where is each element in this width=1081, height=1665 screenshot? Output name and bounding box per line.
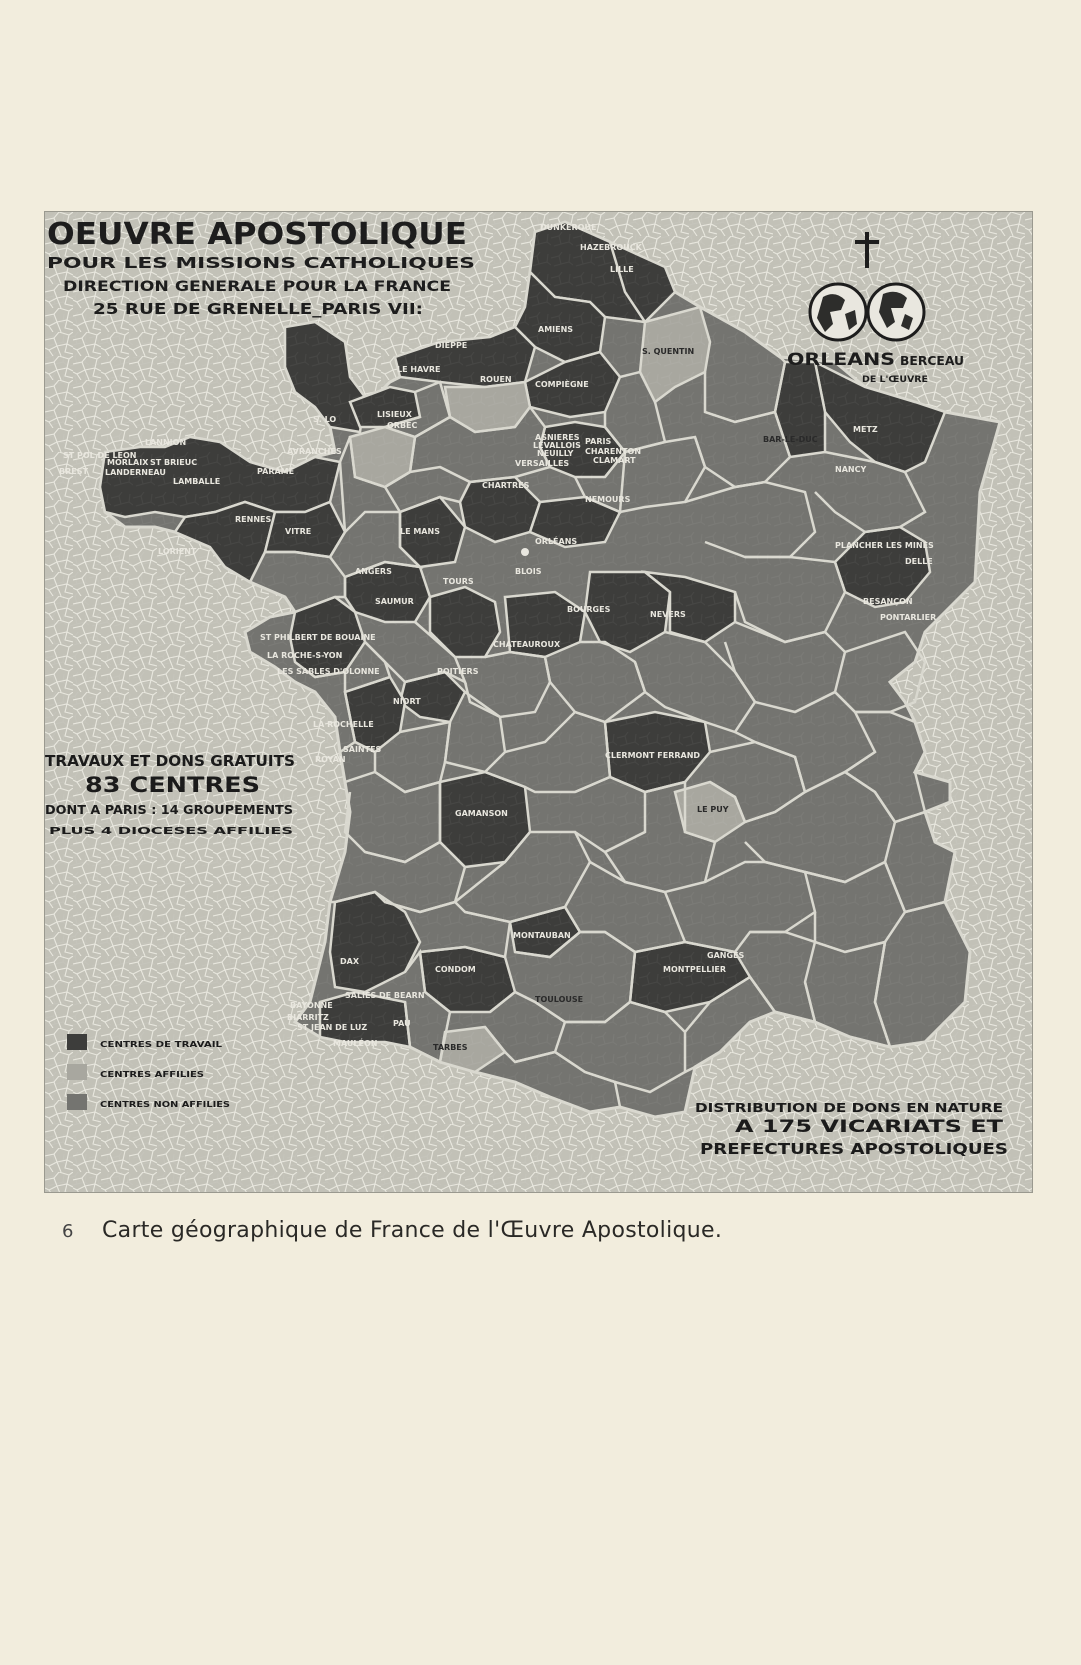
- city-label: POITIERS: [437, 667, 479, 676]
- caption-text: Carte géographique de France de l'Œuvre Apostolique.: [102, 1218, 723, 1243]
- city-label: LES SABLES D'OLONNE: [277, 667, 380, 676]
- city-label: ROYAN: [315, 755, 346, 764]
- city-label: ORLÉANS: [535, 537, 578, 546]
- city-label: ORBEC: [387, 421, 418, 430]
- city-label: RENNES: [235, 515, 272, 524]
- city-label: ST PHILBERT DE BOUAINE: [260, 633, 376, 642]
- city-label: NANCY: [835, 465, 867, 474]
- city-label: MORLAIX: [107, 458, 149, 467]
- legend-label-non-affilies: CENTRES NON AFFILIES: [100, 1100, 231, 1109]
- caption-number: 6: [62, 1221, 74, 1242]
- city-label: LEVALLOIS: [533, 441, 581, 450]
- city-label: METZ: [853, 425, 878, 434]
- city-label: LILLE: [610, 265, 634, 274]
- city-label: TARBES: [433, 1043, 468, 1052]
- city-label: CLAMART: [593, 456, 636, 465]
- city-label: LE MANS: [400, 527, 440, 536]
- orleans-marker: [521, 548, 529, 556]
- legend-swatch-non-affilies: [67, 1094, 87, 1110]
- distribution-line-3: PREFECTURES APOSTOLIQUES: [700, 1140, 1008, 1158]
- travaux-line-1: TRAVAUX ET DONS GRATUITS: [45, 752, 295, 770]
- city-label: TOULOUSE: [535, 995, 584, 1004]
- city-label: ST BRIEUC: [150, 458, 198, 467]
- city-label: DAX: [340, 957, 359, 966]
- city-label: VITRE: [285, 527, 312, 536]
- city-label: ST POL DE LEON: [63, 451, 137, 460]
- city-label: DELLE: [905, 557, 933, 566]
- city-label: LA ROCHELLE: [313, 720, 374, 729]
- city-label: COMPIÈGNE: [535, 380, 589, 389]
- city-label: ROUEN: [480, 375, 512, 384]
- map-subtitle-2: DIRECTION GENERALE POUR LA FRANCE: [63, 279, 451, 295]
- city-label: SAUMUR: [375, 597, 414, 606]
- city-label: LA ROCHE-S-YON: [267, 651, 343, 660]
- city-label: S. LO: [313, 415, 337, 424]
- city-label: ST JEAN DE LUZ: [297, 1023, 368, 1032]
- city-label: CHARTRES: [482, 481, 530, 490]
- city-label: BOURGES: [567, 605, 611, 614]
- city-label: PARAMÉ: [257, 467, 295, 476]
- city-label: MONTPELLIER: [663, 965, 727, 974]
- city-label: CLERMONT FERRAND: [605, 751, 701, 760]
- legend-swatch-travail: [67, 1034, 87, 1050]
- city-label: NIORT: [393, 697, 421, 706]
- city-label: PONTARLIER: [880, 613, 937, 622]
- city-label: LANDERNEAU: [105, 468, 166, 477]
- legend-label-travail: CENTRES DE TRAVAIL: [100, 1040, 222, 1049]
- travaux-line-2: 83 CENTRES: [85, 773, 260, 797]
- city-label: BREST: [59, 467, 88, 476]
- map-plate: [45, 212, 1032, 1192]
- city-label: LORIENT: [158, 547, 197, 556]
- city-label: NEVERS: [650, 610, 686, 619]
- city-label: HAZEBROUCK: [580, 243, 642, 252]
- legend-swatch-affilies: [67, 1064, 87, 1080]
- orleans-label: ORLEANS: [787, 350, 895, 370]
- globe-icon: [868, 284, 924, 340]
- orleans-sub-1: BERCEAU: [900, 354, 964, 368]
- city-label: AMIENS: [538, 325, 574, 334]
- city-label: BAR-LE-DUC: [763, 435, 818, 444]
- city-label: BESANÇON: [863, 597, 913, 606]
- city-label: NEMOURS: [585, 495, 631, 504]
- city-label: S. QUENTIN: [642, 347, 695, 356]
- city-label: DIEPPE: [435, 341, 468, 350]
- city-label: ASNIERES: [535, 433, 580, 442]
- city-label: LE HAVRE: [397, 365, 441, 374]
- city-label: BAYONNE: [290, 1001, 333, 1010]
- city-label: GANGES: [707, 951, 745, 960]
- city-label: BIARRITZ: [287, 1013, 329, 1022]
- city-label: PLANCHER LES MINES: [835, 541, 934, 550]
- postcard-caption: [62, 1218, 1022, 1243]
- travaux-line-4: PLUS 4 DIOCESES AFFILIES: [49, 826, 293, 837]
- map-subtitle-3: 25 RUE DE GRENELLE_PARIS VII:: [93, 300, 423, 318]
- distribution-line-1: DISTRIBUTION DE DONS EN NATURE: [695, 1101, 1003, 1115]
- city-label: LAMBALLE: [173, 477, 221, 486]
- city-label: GAMANSON: [455, 809, 508, 818]
- city-label: MAULÉON: [333, 1039, 378, 1048]
- map-title: OEUVRE APOSTOLIQUE: [47, 217, 467, 252]
- city-label: VERSAILLES: [515, 459, 570, 468]
- travaux-line-3: DONT A PARIS : 14 GROUPEMENTS: [45, 803, 293, 817]
- city-label: NEUILLY: [537, 449, 574, 458]
- city-label: SALIES DE BEARN: [345, 991, 425, 1000]
- orleans-sub-2: DE L'ŒUVRE: [862, 375, 928, 385]
- city-label: DUNKERQUE: [540, 223, 597, 232]
- distribution-line-2: A 175 VICARIATS ET: [735, 1117, 1004, 1137]
- city-label: SAINTES: [343, 745, 382, 754]
- city-label: AVRANCHES: [287, 447, 342, 456]
- city-label: BLOIS: [515, 567, 542, 576]
- city-label: CHATEAUROUX: [493, 640, 561, 649]
- city-label: TOURS: [443, 577, 474, 586]
- city-label: MONTAUBAN: [513, 931, 571, 940]
- city-label: PARIS: [585, 437, 612, 446]
- city-label: LISIEUX: [377, 410, 412, 419]
- city-label: CHARENTON: [585, 447, 642, 456]
- city-label: LE PUY: [697, 805, 729, 814]
- map-subtitle-1: POUR LES MISSIONS CATHOLIQUES: [47, 254, 475, 272]
- city-label: CONDOM: [435, 965, 476, 974]
- globe-icon: [810, 284, 866, 340]
- city-label: ANGERS: [355, 567, 392, 576]
- france-map: [45, 212, 1032, 1192]
- city-label: PAU: [393, 1019, 411, 1028]
- legend-label-affilies: CENTRES AFFILIES: [100, 1070, 205, 1079]
- city-label: LANNION: [145, 438, 187, 447]
